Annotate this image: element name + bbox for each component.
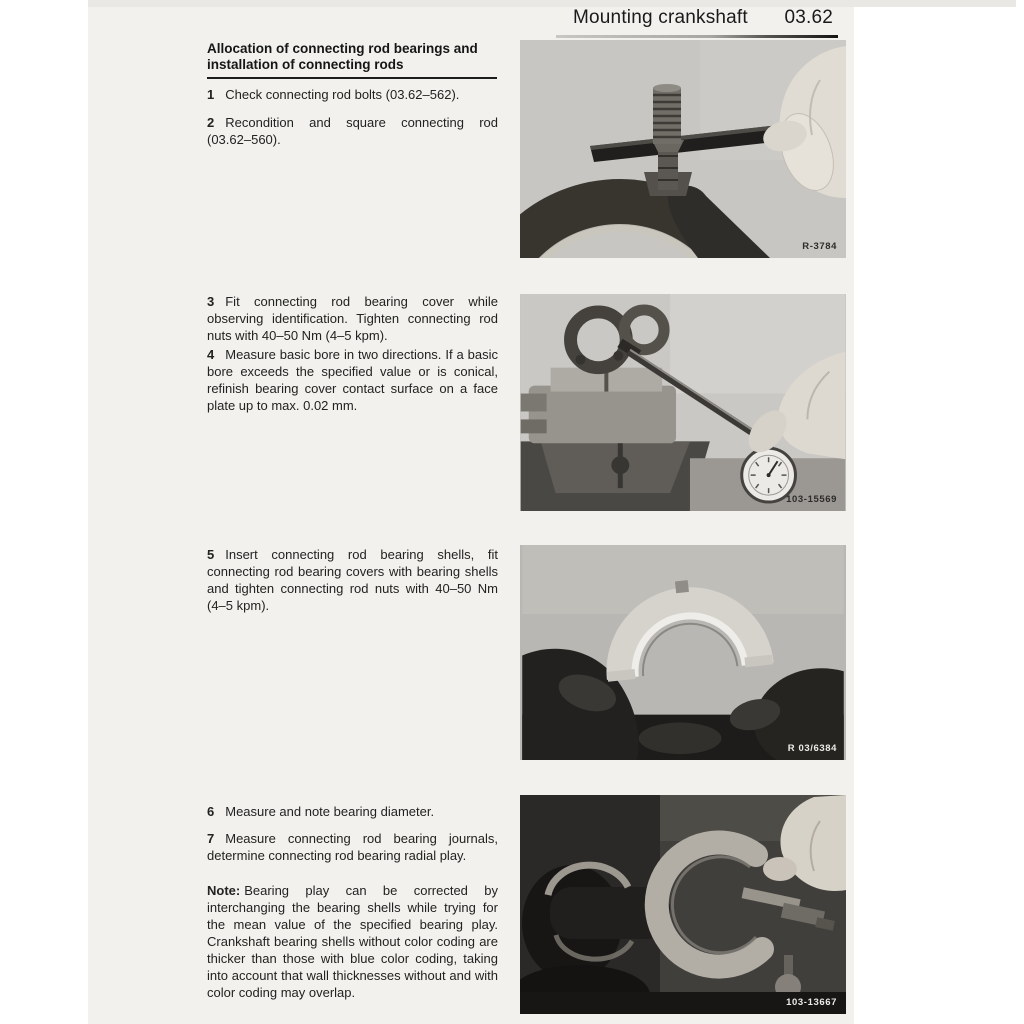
step-4 bbox=[207, 346, 498, 414]
figure-photo-2 bbox=[520, 294, 846, 511]
step-text: Check connecting rod bolts (03.62–562). bbox=[225, 87, 460, 102]
step-text: Measure and note bearing diameter. bbox=[225, 804, 435, 819]
step-text: Insert connecting rod bearing shells, fit connecting rod bearing covers with bearing shells and tighten connecting rod nuts with 40–50 Nm (4–5 kpm). bbox=[207, 547, 498, 613]
section-number: 03.62 bbox=[784, 7, 833, 28]
step-text: Measure connecting rod bearing journals, determine connecting rod bearing radial play. bbox=[207, 831, 498, 863]
step-number: 4 bbox=[207, 347, 215, 362]
step-number: 5 bbox=[207, 547, 215, 562]
step-6 bbox=[207, 803, 498, 820]
note-text: Bearing play can be corrected by interchanging the bearing shells while trying for the mean value of the specified bearing play. Crankshaft bearing shells without color coding are thicker than those with blue color coding, taking into account that wall thicknesses without and with color coding may overlap. bbox=[207, 883, 498, 1000]
step-text: Fit connecting rod bearing cover while observing identification. Tighten connecting rod nuts with 40–50 Nm (4–5 kpm). bbox=[207, 294, 498, 343]
header-rule bbox=[556, 35, 838, 38]
step-number: 2 bbox=[207, 115, 215, 130]
article-heading bbox=[207, 41, 497, 73]
bearing-shell-photo bbox=[520, 545, 846, 760]
page-header bbox=[573, 7, 833, 29]
article-heading-line2: installation of connecting rods bbox=[207, 57, 404, 72]
figure-photo-4 bbox=[520, 795, 846, 1014]
step-number: 1 bbox=[207, 87, 215, 102]
step-3 bbox=[207, 293, 498, 344]
step-number: 6 bbox=[207, 804, 215, 819]
article-heading-line1: Allocation of connecting rod bearings and bbox=[207, 41, 478, 56]
heading-rule bbox=[207, 77, 497, 79]
step-7 bbox=[207, 830, 498, 864]
step-number: 3 bbox=[207, 294, 215, 309]
note-label: Note: bbox=[207, 883, 241, 898]
rod-bolt-check-photo bbox=[520, 40, 846, 258]
step-text: Measure basic bore in two directions. If a basic bore exceeds the specified value or is conical, refinish bearing cover contact surface on a face plate up to max. 0.02 mm. bbox=[207, 347, 498, 413]
micrometer-journal-photo bbox=[520, 795, 846, 1014]
figure-ref: 103-13667 bbox=[786, 997, 837, 1008]
figure-ref: R-3784 bbox=[802, 241, 837, 252]
bore-gauge-photo bbox=[520, 294, 846, 511]
step-text: Recondition and square connecting rod (03.62–560). bbox=[207, 115, 498, 147]
figure-ref: R 03/6384 bbox=[787, 743, 837, 754]
step-1 bbox=[207, 86, 498, 103]
figure-photo-1 bbox=[520, 40, 846, 258]
page-title: Mounting crankshaft bbox=[573, 7, 748, 28]
figure-photo-3 bbox=[520, 545, 846, 760]
figure-ref: 103-15569 bbox=[786, 494, 837, 505]
step-number: 7 bbox=[207, 831, 215, 846]
step-2 bbox=[207, 114, 498, 148]
step-5 bbox=[207, 546, 498, 614]
note-paragraph bbox=[207, 882, 498, 1001]
scan-top-edge bbox=[88, 0, 1016, 7]
